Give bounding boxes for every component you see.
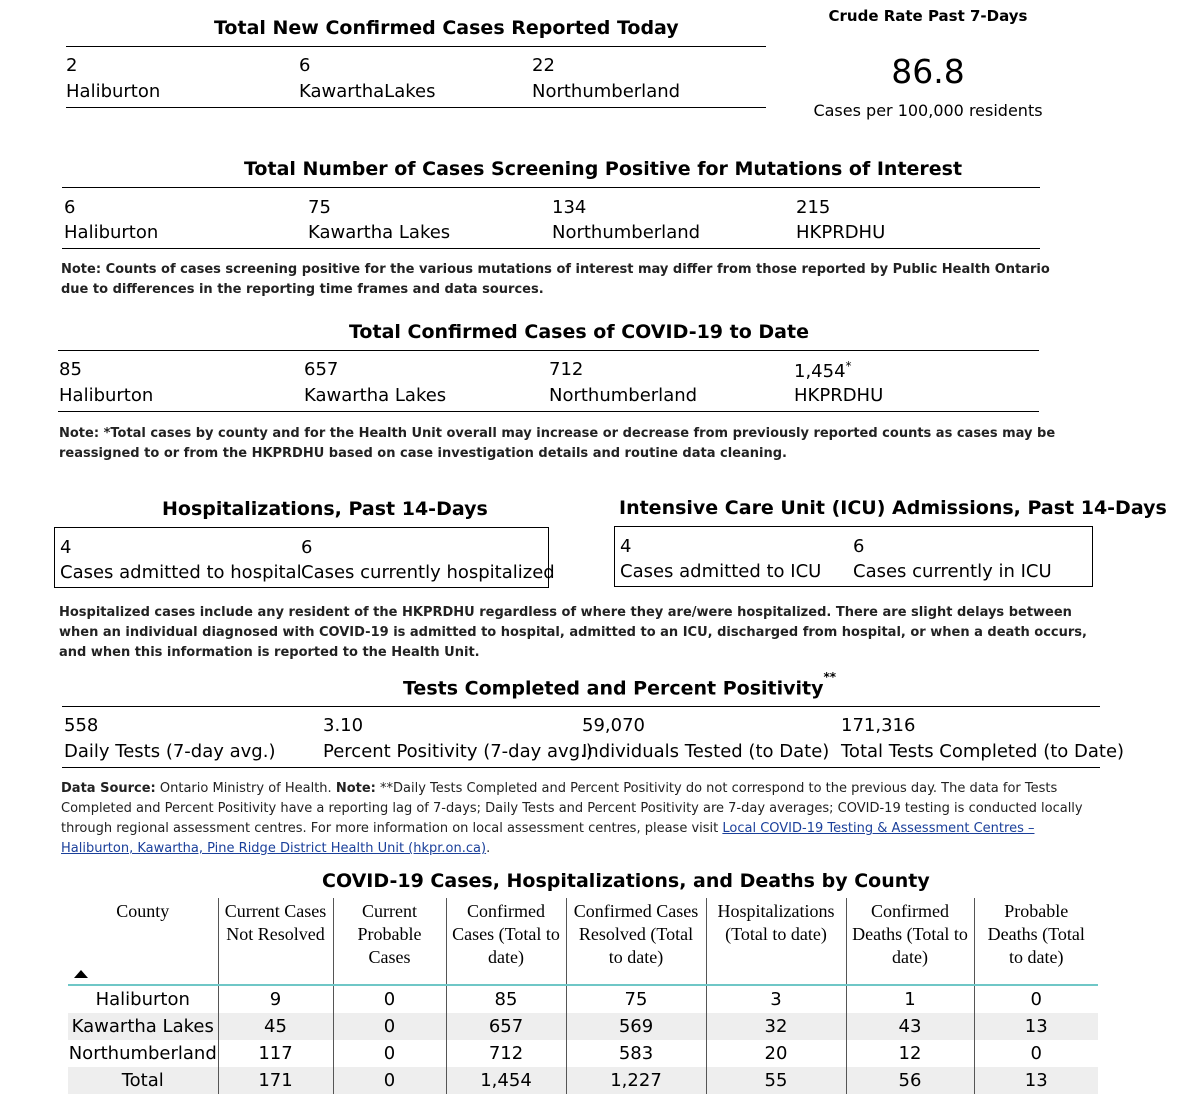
mutations-label-kawartha: Kawartha Lakes [308,222,451,243]
new-cases-value-kawartha: 6 [299,55,311,76]
mutations-label-haliburton: Haliburton [64,222,159,243]
header-probable-cases[interactable]: Current Probable Cases [333,898,446,985]
table-row [68,985,1098,1013]
divider [62,187,1040,188]
table-cell: 20 [706,1040,846,1067]
crude-rate-title: Crude Rate Past 7-Days [828,7,1028,25]
divider [66,46,766,47]
tests-individuals-label: Individuals Tested (to Date) [582,741,830,762]
confirmed-title: Total Confirmed Cases of COVID-19 to Date [349,321,809,343]
header-confirmed-cases[interactable]: Confirmed Cases (Total to date) [446,898,566,985]
county-table-title: COVID-19 Cases, Hospitalizations, and Deaths by County [322,870,930,892]
icu-box [614,526,1093,587]
confirmed-label-northumberland: Northumberland [549,385,698,406]
table-cell: Kawartha Lakes [68,1013,218,1040]
tests-positivity-label: Percent Positivity (7-day avg.) [323,741,593,762]
asterisk-mark: * [845,359,852,373]
table-cell: 657 [446,1013,566,1040]
tests-daily-value: 558 [64,715,99,736]
table-cell: 117 [218,1040,333,1067]
confirmed-value-haliburton: 85 [59,359,82,380]
divider [58,411,1039,412]
header-current-cases[interactable]: Current Cases Not Resolved [218,898,333,985]
divider [58,350,1039,351]
tests-daily-label: Daily Tests (7-day avg.) [64,741,276,762]
divider [62,767,1100,768]
confirmed-value-kawartha: 657 [304,359,339,380]
table-cell: 3 [706,985,846,1013]
mutations-value-hkprdhu: 215 [796,197,831,218]
table-cell: 13 [974,1013,1098,1040]
mutations-value-kawartha: 75 [308,197,331,218]
confirmed-note: Note: *Total cases by county and for the Health Unit overall may increase or decrease from previously reported counts as cases may be reassigned to or from the HKPRDHU based on case investigation details and routine data cleaning. [59,426,1056,461]
hospital-admitted-value: 4 [60,537,72,558]
new-cases-label-haliburton: Haliburton [66,81,161,102]
table-cell: 85 [446,985,566,1013]
mutations-value-haliburton: 6 [64,197,76,218]
icu-admitted-value: 4 [620,536,632,557]
crude-rate-value: 86.8 [891,52,965,91]
confirmed-label-haliburton: Haliburton [59,385,154,406]
crude-rate-subtitle: Cases per 100,000 residents [813,101,1043,120]
mutations-title: Total Number of Cases Screening Positive for Mutations of Interest [244,158,963,180]
hospital-box [54,527,555,588]
mutations-value-northumberland: 134 [552,197,587,218]
hospital-admitted-label: Cases admitted to hospital [60,562,302,583]
table-cell: 56 [846,1067,974,1094]
table-cell: 0 [333,1013,446,1040]
data-source-note: Data Source: Ontario Ministry of Health. Note: **Daily Tests Completed and Percent Positivity do not correspond to the previous day. The data for Tests Completed and Percent Positivity have a reporting lag of 7-days; Daily Tests and Percent Positivity are 7-day averages; COVID-19 testing is conducted locally through regional assessment centres. For more information on local assessment centres, please visit Local COVID-19 Testing & Assessment Centres – Haliburton, Kawartha, Pine Ridge District Health Unit (hkpr.on.ca). [61,781,1083,856]
table-cell: 32 [706,1013,846,1040]
hospital-title: Hospitalizations, Past 14-Days [162,498,488,520]
table-row [68,1040,1098,1067]
table-cell: 583 [566,1040,706,1067]
confirmed-label-kawartha: Kawartha Lakes [304,385,447,406]
table-cell: 1,227 [566,1067,706,1094]
icu-title: Intensive Care Unit (ICU) Admissions, Past 14-Days [619,497,1167,519]
header-probable-deaths[interactable]: Probable Deaths (Total to date) [987,901,1085,967]
confirmed-value-hkprdhu: 1,454* [794,359,852,382]
table-row-total [68,1067,1098,1094]
tests-positivity-value: 3.10 [323,715,364,736]
table-cell: 13 [974,1067,1098,1094]
tests-total-value: 171,316 [841,715,916,736]
table-cell: 55 [706,1067,846,1094]
mutations-label-northumberland: Northumberland [552,222,701,243]
table-cell: 12 [846,1040,974,1067]
table-cell: 1 [846,985,974,1013]
new-cases-title: Total New Confirmed Cases Reported Today [214,17,679,39]
table-cell: 9 [218,985,333,1013]
assessment-centres-link[interactable]: Local COVID-19 Testing & Assessment Centres – Haliburton, Kawartha, Pine Ridge District Health Unit (hkpr.on.ca) [61,821,1035,856]
new-cases-label-northumberland: Northumberland [532,81,681,102]
header-county[interactable]: County [68,898,218,985]
table-cell: 171 [218,1067,333,1094]
table-cell: 1,454 [446,1067,566,1094]
table-cell: Northumberland [68,1040,218,1067]
county-table [68,898,1098,1094]
header-confirmed-deaths[interactable]: Confirmed Deaths (Total to date) [846,898,974,985]
divider [62,706,1100,707]
mutations-label-hkprdhu: HKPRDHU [796,222,886,243]
table-cell: 0 [1030,989,1042,1010]
tests-individuals-value: 59,070 [582,715,645,736]
mutations-note: Note: Counts of cases screening positive for the various mutations of interest may differ from those reported by Public Health Ontario due to differences in the reporting time frames and data sources. [61,262,1050,297]
table-cell: 712 [446,1040,566,1067]
table-cell: 0 [1030,1043,1042,1064]
hospital-current-label: Cases currently hospitalized [301,562,555,583]
table-cell: 43 [846,1013,974,1040]
table-header-row [68,898,1098,985]
double-asterisk-mark: ** [823,670,837,684]
divider [66,107,766,108]
icu-current-value: 6 [853,536,865,557]
table-cell: 0 [333,985,446,1013]
table-row [68,1013,1098,1040]
tests-total-label: Total Tests Completed (to Date) [841,741,1125,762]
divider [62,248,1040,249]
new-cases-value-haliburton: 2 [66,55,78,76]
table-cell: 569 [566,1013,706,1040]
tests-title: Tests Completed and Percent Positivity** [403,670,837,700]
table-cell: 45 [218,1013,333,1040]
hospital-note: Hospitalized cases include any resident of the HKPRDHU regardless of where they are/were hospitalized. There are slight delays between when an individual diagnosed with COVID-19 is admitted to hospital, admitted to an ICU, discharged from hospital, or when a death occurs, and when this information is reported to the Health Unit. [59,605,1087,660]
table-cell: 75 [566,985,706,1013]
icu-current-label: Cases currently in ICU [853,561,1052,582]
header-resolved-cases[interactable]: Confirmed Cases Resolved (Total to date) [566,898,706,985]
table-cell: 0 [333,1067,446,1094]
new-cases-label-kawartha: KawarthaLakes [299,81,436,102]
icu-admitted-label: Cases admitted to ICU [620,561,822,582]
hospital-current-value: 6 [301,537,313,558]
sort-ascending-icon[interactable] [74,970,88,978]
confirmed-value-northumberland: 712 [549,359,584,380]
new-cases-value-northumberland: 22 [532,55,555,76]
header-hospitalizations[interactable]: Hospitalizations (Total to date) [706,898,846,985]
table-cell: Total [68,1067,218,1094]
table-cell: 0 [333,1040,446,1067]
table-cell: Haliburton [68,985,218,1013]
confirmed-label-hkprdhu: HKPRDHU [794,385,884,406]
